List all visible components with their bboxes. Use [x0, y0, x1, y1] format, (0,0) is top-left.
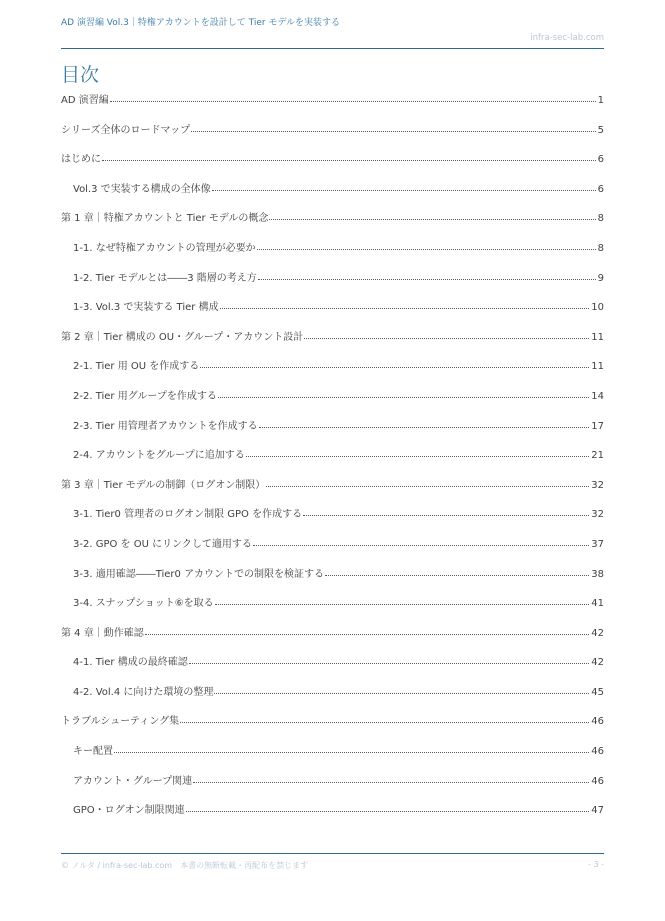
toc-entry-page: 9 [597, 272, 604, 284]
toc-entry-page: 5 [597, 124, 604, 136]
toc-dot-leader [220, 308, 590, 309]
toc-entry-title: 2-2. Tier 用グループを作成する [73, 390, 217, 402]
toc-entry[interactable] [61, 446, 604, 476]
toc-entry[interactable] [61, 387, 604, 417]
toc-entry-title: 1-3. Vol.3 で実装する Tier 構成 [73, 302, 219, 314]
toc-entry-page: 6 [597, 154, 604, 166]
toc-entry[interactable] [61, 772, 604, 802]
toc-entry-title: 3-3. 適用確認――Tier0 アカウントでの制限を検証する [73, 568, 324, 580]
toc-entry[interactable] [61, 683, 604, 713]
toc-entry-title: 2-3. Tier 用管理者アカウントを作成する [73, 420, 258, 432]
toc-dot-leader [114, 752, 589, 753]
toc-entry-page: 14 [591, 390, 604, 402]
toc-entry-title: 4-1. Tier 構成の最終確認 [73, 657, 188, 669]
toc-entry-title: 第 2 章｜Tier 構成の OU・グループ・アカウント設計 [61, 331, 304, 343]
toc-dot-leader [191, 131, 596, 132]
toc-entry[interactable] [61, 269, 604, 299]
toc-entry[interactable] [61, 209, 604, 239]
toc-entry-page: 11 [591, 361, 604, 373]
toc-entry-title: 第 1 章｜特権アカウントと Tier モデルの概念 [61, 213, 269, 225]
toc-entry-page: 46 [591, 775, 604, 787]
toc-entry-page: 6 [597, 183, 604, 195]
toc-entry-title: 3-2. GPO を OU にリンクして適用する [73, 538, 252, 550]
toc-entry-title: キー配置 [73, 746, 113, 758]
toc-entry[interactable] [61, 298, 604, 328]
toc-entry[interactable] [61, 624, 604, 654]
toc-dot-leader [212, 190, 596, 191]
toc-entry-page: 42 [591, 657, 604, 669]
toc-entry-title: AD 演習編 [61, 95, 109, 106]
toc-entry-page: 21 [591, 450, 604, 462]
toc-dot-leader [259, 427, 590, 428]
toc-entry-page: 32 [591, 479, 604, 491]
toc-dot-leader [102, 160, 596, 161]
toc-entry[interactable] [61, 91, 604, 121]
toc-entry-title: GPO・ログオン制限関連 [73, 805, 185, 817]
toc-entry[interactable] [61, 476, 604, 506]
toc-entry-page: 37 [591, 538, 604, 550]
toc-entry-title: 3-4. スナップショット⑥を取る [73, 598, 214, 610]
toc-dot-leader [189, 663, 590, 664]
toc-entry-page: 10 [591, 302, 604, 314]
toc-dot-leader [145, 634, 590, 635]
toc-dot-leader [304, 338, 589, 339]
toc-entry-title: Vol.3 で実装する構成の全体像 [73, 183, 211, 195]
toc-dot-leader [215, 604, 590, 605]
toc-entry-page: 11 [591, 331, 604, 343]
toc-entry-title: トラブルシューティング集 [61, 716, 180, 728]
toc-entry[interactable] [61, 535, 604, 565]
toc-entry-title: シリーズ全体のロードマップ [61, 124, 191, 136]
site-name: infra-sec-lab.com [530, 33, 604, 43]
toc-entry[interactable] [61, 328, 604, 358]
toc-entry[interactable] [61, 594, 604, 624]
toc-entry[interactable] [61, 801, 604, 831]
toc-entry-page: 47 [591, 805, 604, 817]
toc-entry-title: 1-1. なぜ特権アカウントの管理が必要か [73, 242, 256, 254]
toc-entry[interactable] [61, 150, 604, 180]
toc-entry-page: 46 [591, 746, 604, 758]
toc-entry[interactable] [61, 505, 604, 535]
toc-entry[interactable] [61, 653, 604, 683]
toc-entry[interactable] [61, 239, 604, 269]
toc-entry-page: 1 [597, 95, 604, 106]
toc-entry-page: 38 [591, 568, 604, 580]
toc-entry-title: 3-1. Tier0 管理者のログオン制限 GPO を作成する [73, 509, 303, 521]
toc-entry-title: 第 3 章｜Tier モデルの制御（ログオン制限） [61, 479, 266, 491]
toc-entry-page: 41 [591, 598, 604, 610]
toc-entry[interactable] [61, 357, 604, 387]
toc-heading: 目次 [61, 64, 100, 86]
toc-entry-title: 第 4 章｜動作確認 [61, 627, 144, 639]
toc-dot-leader [257, 249, 596, 250]
toc-dot-leader [180, 722, 589, 723]
copyright-notice: © ノルタ / infra-sec-lab.com 本書の無断転載・再配布を禁じます [61, 861, 309, 870]
toc-entry-title: アカウント・グループ関連 [73, 775, 193, 787]
toc-entry[interactable] [61, 180, 604, 210]
toc-entry-title: 2-4. アカウントをグループに追加する [73, 450, 245, 462]
toc-entry-page: 17 [591, 420, 604, 432]
toc-dot-leader [186, 811, 590, 812]
toc-entry-title: 1-2. Tier モデルとは――3 階層の考え方 [73, 272, 257, 284]
toc-entry-page: 8 [597, 213, 604, 225]
toc-entry-page: 46 [591, 716, 604, 728]
toc-entry[interactable] [61, 742, 604, 772]
toc-dot-leader [110, 101, 596, 102]
toc-dot-leader [253, 545, 589, 546]
toc-dot-leader [200, 367, 589, 368]
toc-entry-title: 2-1. Tier 用 OU を作成する [73, 361, 200, 373]
toc-entry[interactable] [61, 417, 604, 447]
toc-dot-leader [246, 456, 589, 457]
toc-dot-leader [258, 279, 596, 280]
toc-entry[interactable] [61, 712, 604, 742]
toc-dot-leader [214, 693, 589, 694]
toc-dot-leader [266, 486, 589, 487]
toc-dot-leader [325, 575, 589, 576]
toc-dot-leader [269, 219, 595, 220]
page-number: - 3 - [588, 860, 604, 869]
toc-entry-title: 4-2. Vol.4 に向けた環境の整理 [73, 686, 214, 698]
toc-entry-page: 42 [591, 627, 604, 639]
toc-dot-leader [218, 397, 589, 398]
toc-entry-page: 45 [591, 686, 604, 698]
document-title: AD 演習編 Vol.3｜特権アカウントを設計して Tier モデルを実装する [61, 18, 341, 28]
toc-entry-page: 32 [591, 509, 604, 521]
table-of-contents [61, 91, 604, 831]
toc-entry-title: はじめに [61, 154, 101, 166]
toc-entry[interactable] [61, 121, 604, 151]
toc-entry[interactable] [61, 565, 604, 595]
toc-dot-leader [193, 782, 589, 783]
toc-dot-leader [303, 515, 589, 516]
page-header [61, 14, 604, 49]
page-footer [61, 853, 604, 874]
toc-entry-page: 8 [597, 242, 604, 254]
